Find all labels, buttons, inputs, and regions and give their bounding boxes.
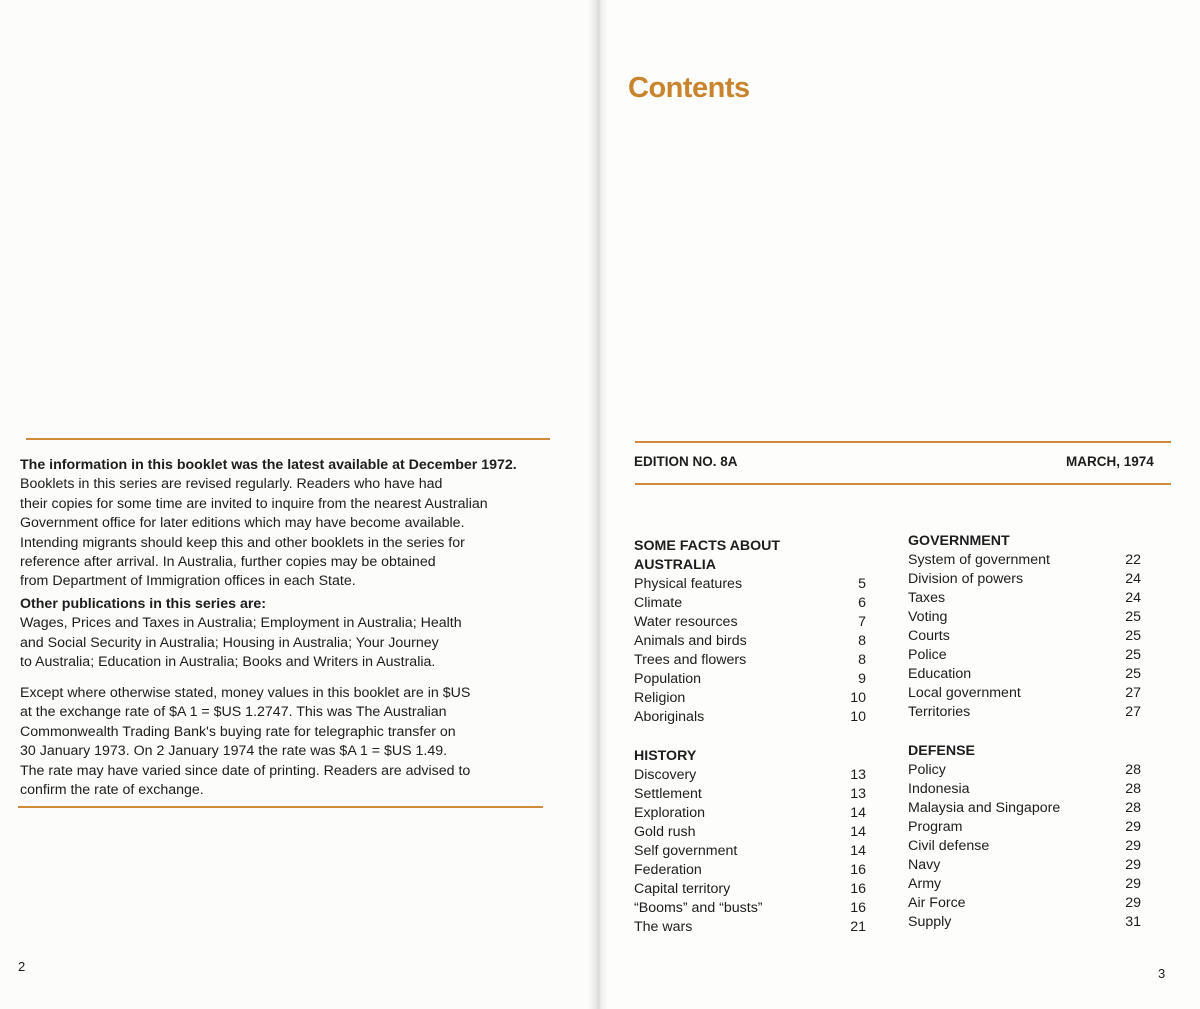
- entry-page-number: 16: [850, 900, 866, 916]
- entry-title: Policy: [908, 762, 946, 778]
- entry-page-number: 13: [850, 767, 866, 783]
- right-top-rule: [635, 441, 1171, 443]
- other-publications-list: [20, 614, 550, 672]
- contents-entry: [634, 766, 866, 785]
- entry-title: Division of powers: [908, 571, 1024, 587]
- edition-date: MARCH, 1974: [1066, 454, 1154, 469]
- entry-title: Voting: [908, 609, 948, 625]
- contents-column-2: [908, 532, 1141, 952]
- contents-entry: [908, 761, 1141, 780]
- entry-page-number: 28: [1125, 762, 1141, 778]
- entry-page-number: 21: [850, 919, 866, 935]
- contents-entry: [634, 689, 866, 708]
- contents-entry: [634, 861, 866, 880]
- entry-title: Climate: [634, 595, 683, 611]
- section-heading: DEFENSE: [908, 743, 976, 759]
- entry-title: Police: [908, 647, 947, 663]
- contents-entry: [634, 670, 866, 689]
- entry-page-number: 27: [1125, 685, 1141, 701]
- notice-line: Intending migrants should keep this and other booklets in the series for: [20, 534, 465, 551]
- entry-title: Settlement: [634, 786, 702, 802]
- entry-title: Capital territory: [634, 881, 731, 897]
- contents-entry: [634, 708, 866, 727]
- left-bottom-rule: [18, 806, 543, 808]
- money-note-line: confirm the rate of exchange.: [20, 782, 204, 799]
- contents-entry: [908, 875, 1141, 894]
- money-note-line: The rate may have varied since date of printing. Readers are advised to: [20, 762, 471, 779]
- notice-bold-line: The information in this booklet was the latest available at December 1972.: [20, 457, 517, 473]
- money-note-body: [20, 684, 550, 800]
- contents-entry: [908, 589, 1141, 608]
- entry-page-number: 13: [850, 786, 866, 802]
- entry-page-number: 25: [1125, 628, 1141, 644]
- entry-page-number: 29: [1125, 819, 1141, 835]
- money-note-line: Except where otherwise stated, money values in this booklet are in $US: [20, 685, 471, 701]
- contents-entry: [908, 646, 1141, 665]
- contents-section: [634, 747, 866, 937]
- contents-entry: [908, 665, 1141, 684]
- entry-title: Gold rush: [634, 824, 696, 840]
- contents-entry: [908, 818, 1141, 837]
- entry-title: Local government: [908, 685, 1021, 701]
- entry-page-number: 10: [850, 690, 866, 706]
- contents-entry: [634, 594, 866, 613]
- other-publications-block: [20, 595, 550, 673]
- entry-page-number: 25: [1125, 666, 1141, 682]
- entry-page-number: 6: [858, 595, 866, 611]
- contents-entry: [908, 780, 1141, 799]
- entry-page-number: 24: [1125, 571, 1141, 587]
- right-page-number: 3: [1158, 966, 1166, 981]
- entry-title: Education: [908, 666, 972, 682]
- section-heading: AUSTRALIA: [634, 557, 716, 573]
- entry-title: Navy: [908, 857, 941, 873]
- entry-page-number: 24: [1125, 590, 1141, 606]
- notice-body: [20, 475, 550, 591]
- entry-title: Malaysia and Singapore: [908, 800, 1061, 816]
- money-note-line: at the exchange rate of $A 1 = $US 1.2747. This was The Australian: [20, 704, 447, 721]
- entry-page-number: 14: [850, 805, 866, 821]
- contents-entry: [908, 837, 1141, 856]
- entry-page-number: 28: [1125, 800, 1141, 816]
- entry-title: Aboriginals: [634, 709, 705, 725]
- entry-title: Program: [908, 819, 963, 835]
- entry-title: System of government: [908, 552, 1050, 568]
- publications-line: Wages, Prices and Taxes in Australia; Employment in Australia; Health: [20, 615, 462, 632]
- contents-entry: [908, 894, 1141, 913]
- contents-entry: [634, 918, 866, 937]
- entry-title: Self government: [634, 843, 738, 859]
- entry-page-number: 8: [858, 652, 866, 668]
- notice-line: Government office for later editions which may have become available.: [20, 515, 465, 532]
- notice-line: reference after arrival. In Australia, further copies may be obtained: [20, 554, 436, 571]
- publications-line: to Australia; Education in Australia; Books and Writers in Australia.: [20, 654, 436, 671]
- entry-page-number: 7: [858, 614, 866, 630]
- section-heading: GOVERNMENT: [908, 533, 1010, 549]
- notice-block: [20, 456, 550, 592]
- entry-title: The wars: [634, 919, 693, 935]
- entry-page-number: 22: [1125, 552, 1141, 568]
- entry-page-number: 29: [1125, 876, 1141, 892]
- notice-line: from Department of Immigration offices in each State.: [20, 573, 356, 590]
- page-gutter: [588, 0, 608, 1009]
- section-heading: HISTORY: [634, 748, 697, 764]
- left-page-number: 2: [18, 959, 26, 974]
- section-heading: SOME FACTS ABOUT: [634, 538, 781, 554]
- notice-line: their copies for some time are invited to inquire from the nearest Australian: [20, 495, 488, 512]
- entry-page-number: 29: [1125, 895, 1141, 911]
- entry-page-number: 29: [1125, 838, 1141, 854]
- contents-section: [634, 537, 866, 727]
- entry-page-number: 29: [1125, 857, 1141, 873]
- publications-line: and Social Security in Australia; Housing in Australia; Your Journey: [20, 634, 439, 651]
- contents-entry: [634, 823, 866, 842]
- entry-page-number: 25: [1125, 647, 1141, 663]
- entry-title: Physical features: [634, 576, 743, 592]
- edition-number: EDITION NO. 8A: [634, 454, 738, 469]
- entry-page-number: 14: [850, 843, 866, 859]
- entry-title: Discovery: [634, 767, 697, 783]
- entry-page-number: 14: [850, 824, 866, 840]
- money-note-line: Commonwealth Trading Bank's buying rate for telegraphic transfer on: [20, 723, 456, 740]
- contents-entry: [634, 880, 866, 899]
- contents-entry: [634, 785, 866, 804]
- other-publications-heading: Other publications in this series are:: [20, 596, 266, 612]
- money-note-block: [20, 684, 550, 800]
- contents-entry: [634, 632, 866, 651]
- entry-title: Population: [634, 671, 702, 687]
- contents-entry: [634, 575, 866, 594]
- contents-entry: [908, 913, 1141, 932]
- contents-entry: [908, 684, 1141, 703]
- contents-title: Contents: [628, 72, 750, 104]
- contents-entry: [634, 651, 866, 670]
- entry-title: Exploration: [634, 805, 705, 821]
- entry-title: Indonesia: [908, 781, 970, 797]
- entry-title: Army: [908, 876, 942, 892]
- entry-page-number: 16: [850, 881, 866, 897]
- entry-title: Taxes: [908, 590, 946, 606]
- contents-section: [908, 742, 1141, 932]
- contents-column-1: [634, 537, 866, 957]
- contents-entry: [908, 608, 1141, 627]
- money-note-line: 30 January 1973. On 2 January 1974 the rate was $A 1 = $US 1.49.: [20, 743, 448, 760]
- contents-entry: [634, 804, 866, 823]
- notice-line: Booklets in this series are revised regularly. Readers who have had: [20, 476, 443, 493]
- entry-title: Territories: [908, 704, 971, 720]
- entry-page-number: 5: [858, 576, 866, 592]
- entry-page-number: 9: [858, 671, 866, 687]
- entry-page-number: 25: [1125, 609, 1141, 625]
- entry-title: “Booms” and “busts”: [634, 900, 763, 916]
- entry-title: Air Force: [908, 895, 966, 911]
- entry-title: Federation: [634, 862, 702, 878]
- contents-entry: [634, 613, 866, 632]
- contents-entry: [634, 899, 866, 918]
- entry-title: Courts: [908, 628, 950, 644]
- entry-title: Civil defense: [908, 838, 990, 854]
- contents-entry: [908, 551, 1141, 570]
- entry-page-number: 31: [1125, 914, 1141, 930]
- contents-entry: [634, 842, 866, 861]
- contents-entry: [908, 856, 1141, 875]
- entry-page-number: 8: [858, 633, 866, 649]
- entry-title: Religion: [634, 690, 686, 706]
- right-bottom-rule: [635, 483, 1171, 485]
- entry-title: Animals and birds: [634, 633, 747, 649]
- contents-section: [908, 532, 1141, 722]
- contents-entry: [908, 627, 1141, 646]
- entry-title: Supply: [908, 914, 952, 930]
- entry-title: Trees and flowers: [634, 652, 747, 668]
- entry-page-number: 16: [850, 862, 866, 878]
- entry-title: Water resources: [634, 614, 738, 630]
- entry-page-number: 10: [850, 709, 866, 725]
- left-top-rule: [26, 438, 550, 440]
- contents-entry: [908, 570, 1141, 589]
- entry-page-number: 28: [1125, 781, 1141, 797]
- contents-entry: [908, 799, 1141, 818]
- contents-entry: [908, 703, 1141, 722]
- entry-page-number: 27: [1125, 704, 1141, 720]
